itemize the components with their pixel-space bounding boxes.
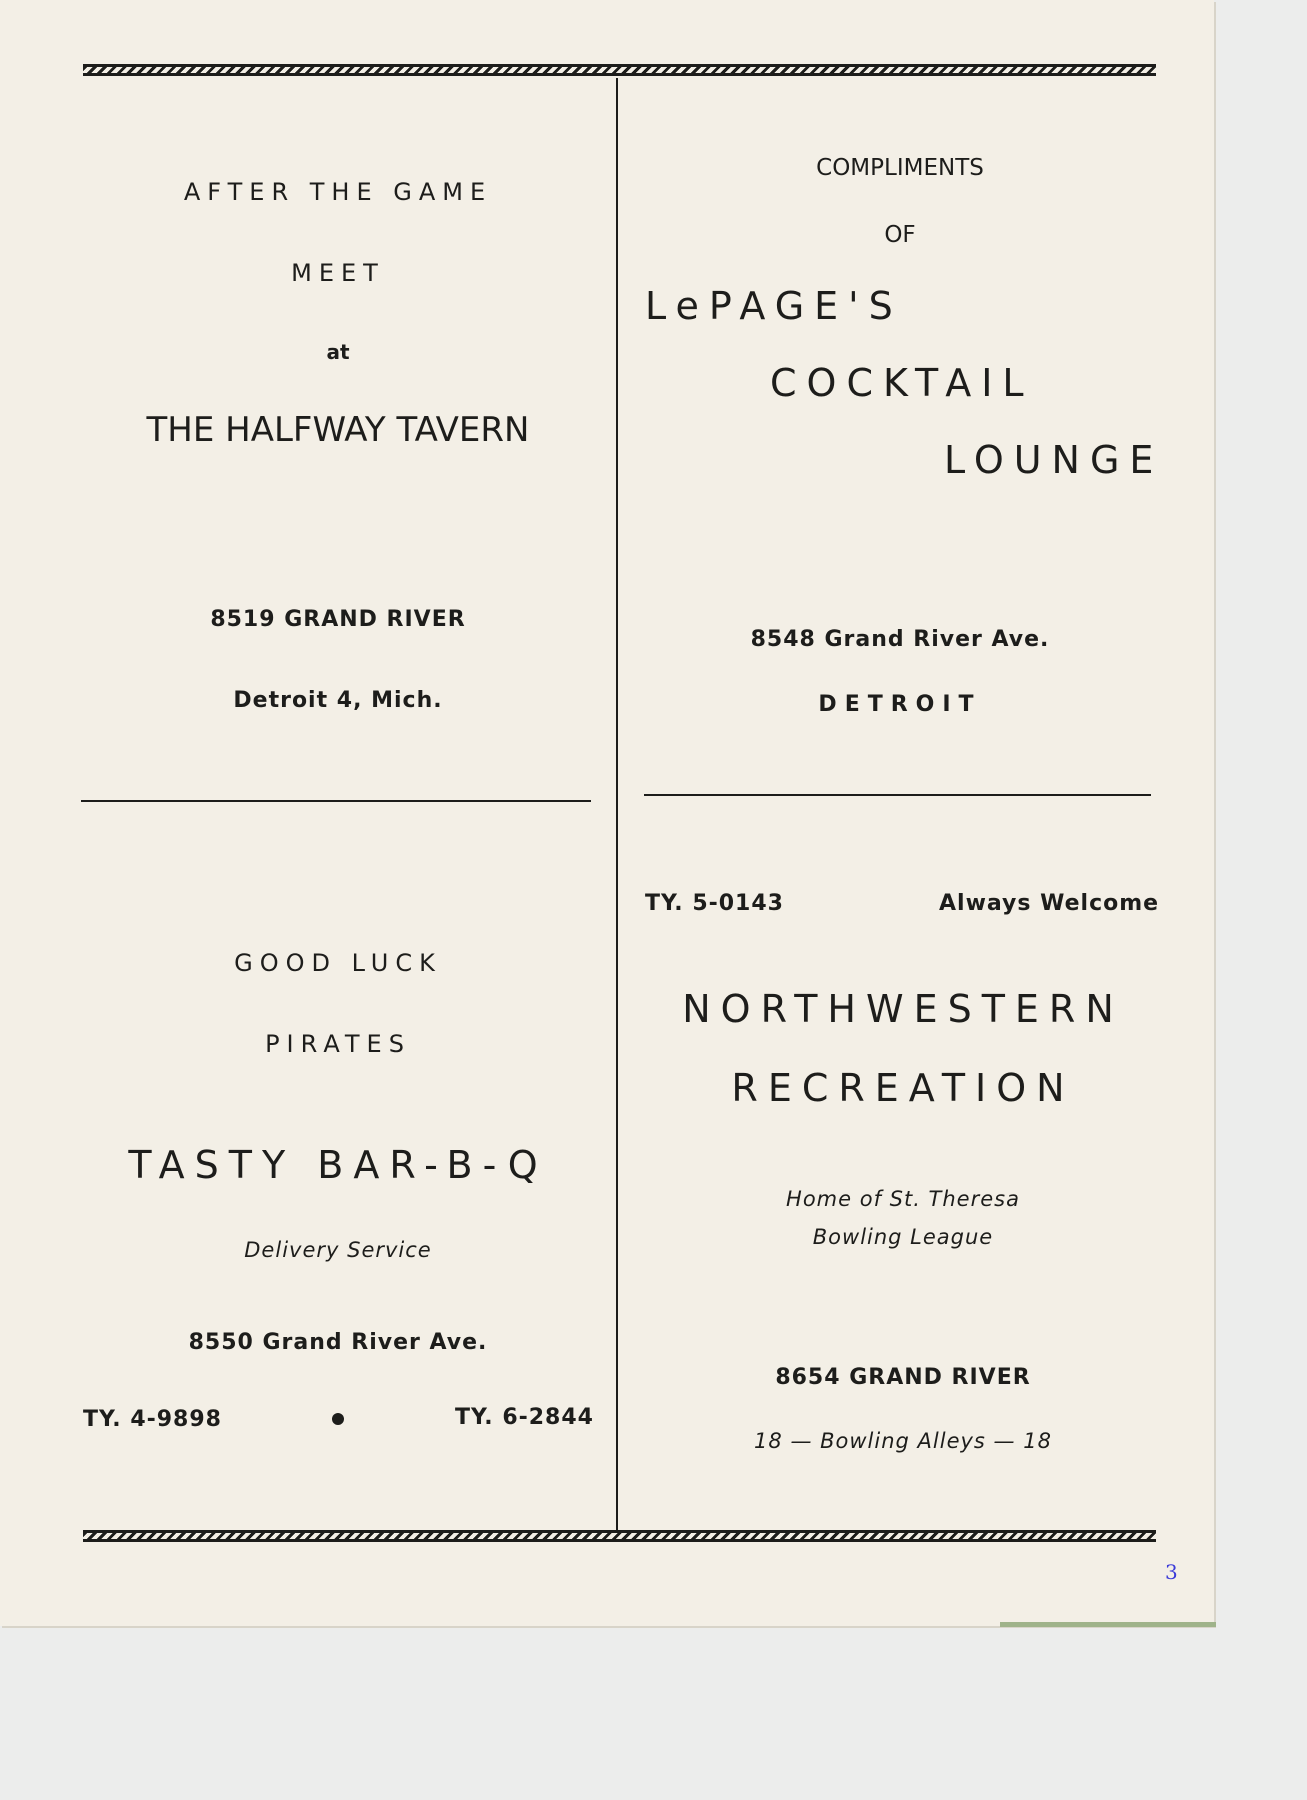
- tasty-address: 8550 Grand River Ave.: [188, 1330, 488, 1355]
- bullet-icon: [332, 1413, 344, 1425]
- halfway-city: Detroit 4, Mich.: [233, 688, 443, 713]
- delivery-service-text: Delivery Service: [244, 1238, 432, 1262]
- left-divider: [81, 800, 591, 802]
- lounge-text: LOUNGE: [944, 438, 1164, 482]
- bowling-league-text: Bowling League: [812, 1225, 994, 1249]
- center-divider: [616, 78, 618, 1530]
- halfway-tavern-name: THE HALFWAY TAVERN: [146, 410, 530, 450]
- tasty-phone-2: TY. 6-2844: [455, 1405, 594, 1430]
- northwestern-address: 8654 GRAND RIVER: [775, 1365, 1031, 1390]
- pirates-text: PIRATES: [265, 1030, 411, 1058]
- page-number: 3: [1165, 1560, 1178, 1584]
- compliments-text: COMPLIMENTS: [816, 155, 984, 181]
- lepage-city: DETROIT: [818, 692, 982, 717]
- after-the-game-text: AFTER THE GAME: [183, 178, 493, 206]
- lepage-address: 8548 Grand River Ave.: [750, 627, 1050, 652]
- right-divider: [644, 794, 1151, 796]
- bowling-alleys-text: 18 — Bowling Alleys — 18: [754, 1429, 1052, 1453]
- good-luck-text: GOOD LUCK: [234, 949, 442, 977]
- bottom-border: [83, 1530, 1156, 1542]
- always-welcome-text: Always Welcome: [939, 891, 1160, 916]
- northwestern-phone: TY. 5-0143: [645, 891, 784, 916]
- northwestern-name: NORTHWESTERN: [682, 987, 1124, 1031]
- halfway-address: 8519 GRAND RIVER: [210, 607, 466, 632]
- top-border: [83, 64, 1156, 76]
- recreation-text: RECREATION: [731, 1066, 1075, 1110]
- tasty-bar-b-q-name: TASTY BAR-B-Q: [128, 1143, 548, 1187]
- paper-edge: [1000, 1622, 1216, 1627]
- home-of-text: Home of St. Theresa: [786, 1187, 1020, 1211]
- cocktail-text: COCKTAIL: [770, 361, 1034, 405]
- lepage-name: LePAGE'S: [645, 284, 903, 328]
- of-text: OF: [884, 222, 916, 248]
- meet-text: MEET: [291, 259, 385, 287]
- at-text: at: [326, 340, 350, 364]
- tasty-phone-1: TY. 4-9898: [83, 1407, 222, 1432]
